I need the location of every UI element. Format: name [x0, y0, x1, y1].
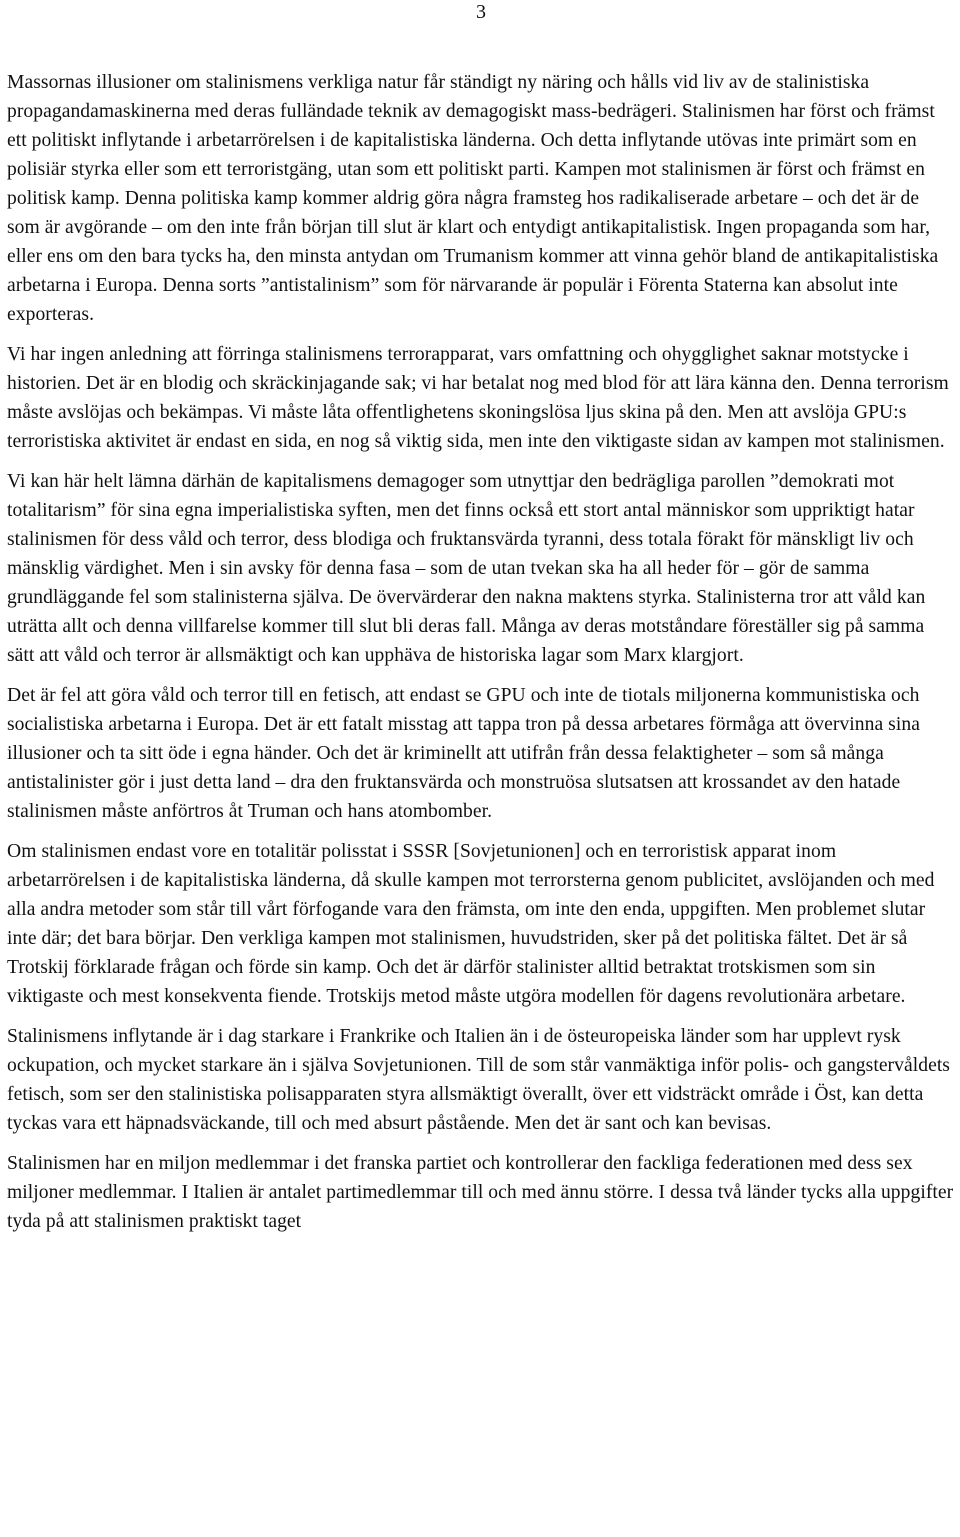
paragraph-1: Massornas illusioner om stalinismens verkliga natur får ständigt ny näring och hålls vid liv av de stalinistiska propagandamaskinerna med deras fulländade teknik av demagogiskt mass-bedrägeri. Stalinismen har först och främst ett politiskt inflytande i arbetarrörelsen i de kapitalistiska länderna. Och detta inflytande utövas inte primärt som en polisiär styrka eller som ett terroristgäng, utan som ett politiskt parti. Kampen mot stalinismen är först och främst en politisk kamp. Denna politiska kamp kommer aldrig göra några framsteg hos radikaliserade arbetare – och det är de som är avgörande – om den inte från början till slut är klart och entydigt antikapitalistisk. Ingen propaganda som har, eller ens om den bara tycks ha, den minsta antydan om Trumanism kommer att vinna gehör bland de antikapitalistiska arbetarna i Europa. Denna sorts ”antistalinism” som för närvarande är populär i Förenta Staterna kan absolut inte exporteras. [7, 72, 939, 325]
paragraph-3: Vi kan här helt lämna därhän de kapitalismens demagoger som utnyttjar den bedrägliga parollen ”demokrati mot totalitarism” för sina egna imperialistiska syften, men det finns också ett stort antal människor som uppriktigt hatar stalinismen för dess våld och terror, dess blodiga och fruktansvärda tyranni, dess totala förakt för mänskligt liv och mänsklig värdighet. Men i sin avsky för denna fasa – som de utan tvekan ska ha all heder för – gör de samma grundläggande fel som stalinisterna själva. De övervärderar den nakna maktens styrka. Stalinisterna tror att våld kan uträtta allt och denna villfarelse kommer till slut bli deras fall. Många av deras motståndare föreställer sig på samma sätt att våld och terror är allsmäktigt och kan upphäva de historiska lagar som Marx klargjort. [7, 471, 926, 666]
paragraph-4: Det är fel att göra våld och terror till en fetisch, att endast se GPU och inte de tiotals miljonerna kommunistiska och socialistiska arbetarna i Europa. Det är ett fatalt misstag att tappa tron på dessa arbetares förmåga att övervinna sina illusioner och ta sitt öde i egna händer. Och det är kriminellt att utifrån från dessa felaktigheter – som så många antistalinister gör i just detta land – dra den fruktansvärda och monstruösa slutsatsen att krossandet av den hatade stalinismen måste anförtros åt Truman och hans atombomber. [7, 685, 920, 822]
paragraph-6: Stalinismens inflytande är i dag starkare i Frankrike och Italien än i de östeuropeiska länder som har upplevt rysk ockupation, och mycket starkare än i själva Sovjetunionen. Till de som står vanmäktiga inför polis- och gangstervåldets fetisch, som ser den stalinistiska polisapparaten styra allsmäktigt överallt, över ett vidsträckt område i Öst, kan detta tyckas vara ett häpnadsväckande, till och med absurt påstående. Men det är sant och kan bevisas. [7, 1026, 950, 1134]
body-text [7, 68, 955, 1247]
paragraph-2: Vi har ingen anledning att förringa stalinismens terrorapparat, vars omfattning och ohygglighet saknar motstycke i historien. Det är en blodig och skräckinjagande sak; vi har betalat nog med blod för att lära känna den. Denna terrorism måste avslöjas och bekämpas. Vi måste låta offentlighetens skoningslösa ljus skina på den. Men att avslöja GPU:s terroristiska aktivitet är endast en sida, en nog så viktig sida, men inte den viktigaste sidan av kampen mot stalinismen. [7, 344, 949, 452]
page-number: 3 [476, 1, 486, 23]
paragraph-5: Om stalinismen endast vore en totalitär polisstat i SSSR [Sovjetunionen] och en terroristisk apparat inom arbetarrörelsen i de kapitalistiska länderna, då skulle kampen mot terrorsterna genom publicitet, avslöjanden och med alla andra metoder som står till vårt förfogande vara den främsta, om inte den enda, uppgiften. Men problemet slutar inte där; det bara börjar. Den verkliga kampen mot stalinismen, huvudstriden, sker på det politiska fältet. Det är så Trotskij förklarade frågan och förde sin kamp. Och det är därför stalinister alltid betraktat trotskismen som sin viktigaste och mest konsekventa fiende. Trotskijs metod måste utgöra modellen för dagens revolutionära arbetare. [7, 841, 935, 1007]
paragraph-7: Stalinismen har en miljon medlemmar i det franska partiet och kontrollerar den fackliga federationen med dess sex miljoner medlemmar. I Italien är antalet partimedlemmar till och med ännu större. I dessa två länder tycks alla uppgifter tyda på att stalinismen praktiskt taget [7, 1153, 954, 1232]
